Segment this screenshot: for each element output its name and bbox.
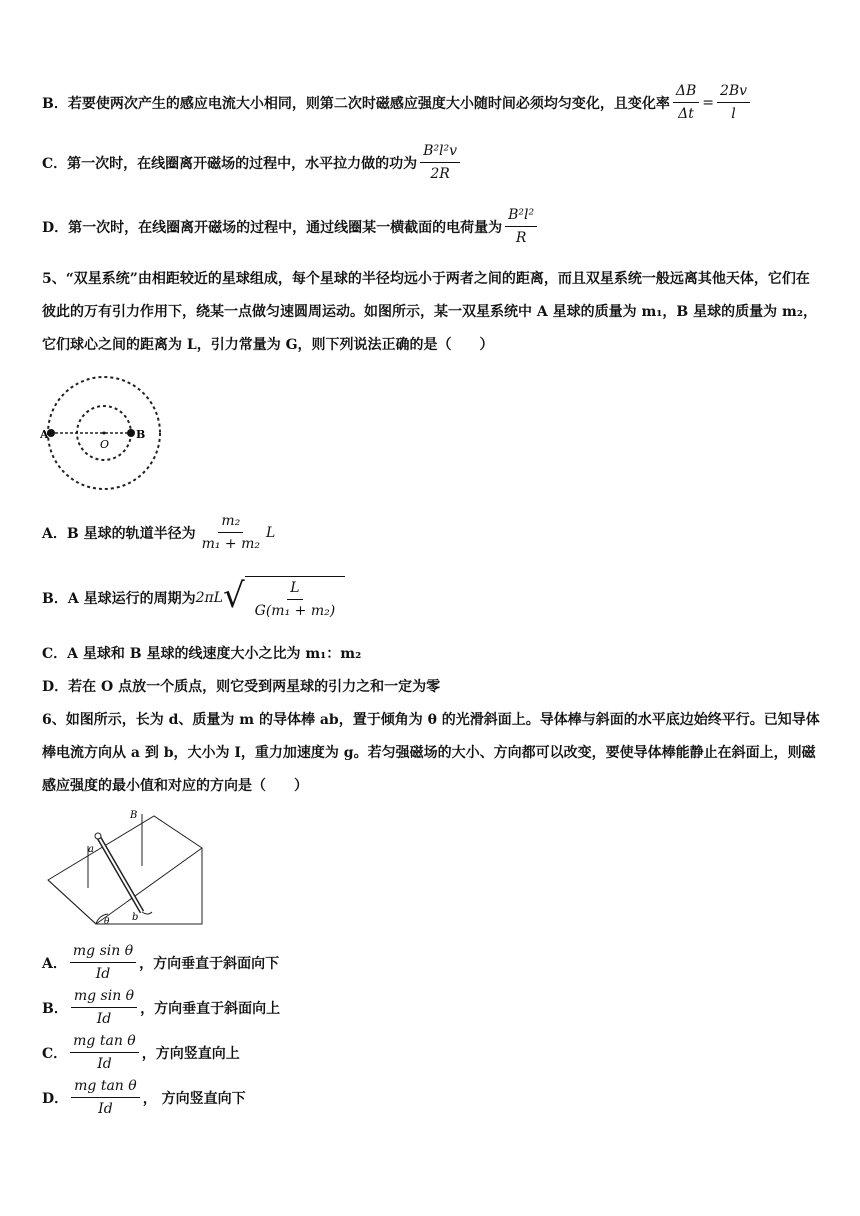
q5-stem: 5、“双星系统”由相距较近的星球组成，每个星球的半径均远小于两者之间的距离，而且双星系统一般远离其他天体，它们在彼此的万有引力作用下，绕某一点做匀速圆周运动。如图所示，某一双星系统中 A 星球的质量为 m₁，B 星球的质量为 m₂，它们球心之间的距离为 L，引力常量为 G，则下列说法正确的是（ ） (42, 271, 817, 353)
q6-option-a (42, 942, 279, 983)
q5-option-a-fraction: $\frac{\text{m₂}}{\text{m₁ + m₂}}$ (201, 513, 260, 552)
q5-option-b-text: B．A 星球运行的周期为 (42, 591, 196, 607)
q6-option-b-fraction: $\frac{\text{mg sin θ}}{Id}$ (71, 987, 137, 1028)
q6-option-d (42, 1077, 246, 1118)
q5-point-o (103, 432, 106, 435)
q6-label-theta: θ (104, 917, 110, 927)
q6-label-b: b (132, 912, 139, 923)
q6-option-c-text: ，方向竖直向上 (141, 1045, 240, 1062)
q4-option-b-fraction-2: $\frac{2Bv}{l}$ (717, 82, 750, 123)
q4-option-b-text: B．若要使两次产生的感应电流大小相同，则第二次时磁感应强度大小随时间必须均匀变化，且变化率 (42, 95, 670, 112)
q6-option-d-fraction: $\frac{\text{mg tan θ}}{Id}$ (71, 1077, 140, 1118)
q5-option-d: D．若在 O 点放一个质点，则它受到两星球的引力之和一定为零 (42, 679, 441, 695)
q5-option-a (42, 512, 275, 553)
q5-option-c: C．A 星球和 B 星球的线速度大小之比为 m₁：m₂ (42, 646, 362, 662)
q6-option-b (42, 987, 280, 1028)
q5-binary-star-figure (40, 368, 172, 496)
q6-option-a-label: A． (42, 955, 67, 972)
q6-option-d-label: D． (42, 1090, 69, 1107)
q4-option-b-equals: = (702, 94, 714, 111)
q6-option-b-label: B． (42, 1000, 68, 1017)
q5-option-a-text: A．B 星球的轨道半径为 (42, 525, 196, 542)
q6-incline-figure (42, 808, 212, 934)
q4-option-c (42, 142, 463, 183)
q6-stem: 6、如图所示，长为 d、质量为 m 的导体棒 ab，置于倾角为 θ 的光滑斜面上。导体棒与斜面的水平底边始终平行。已知导体棒电流方向从 a 到 b，大小为 I，重力加速度为 g。若匀强磁场的大小、方向都可以改变，要使导体棒能静止在斜面上，则磁感应强度的最小值和对应的方向是（ ） (42, 712, 820, 794)
q6-incline-outline (48, 816, 202, 924)
q4-option-b-fraction-1: $\frac{\Delta B}{\Delta t}$ (673, 82, 699, 123)
q5-option-b (42, 576, 345, 620)
q6-option-c (42, 1032, 240, 1073)
q4-option-d-text: D．第一次时，在线圈离开磁场的过程中，通过线圈某一横截面的电荷量为 (42, 219, 503, 236)
q5-option-b-coefficient: 2πL (195, 590, 223, 606)
q5-star-b (127, 429, 135, 437)
q6-option-d-text: ， 方向竖直向下 (142, 1090, 246, 1107)
q6-label-field: B (130, 810, 138, 821)
q6-option-a-fraction: $\frac{\text{mg sin θ}}{Id}$ (70, 942, 136, 983)
q6-option-c-label: C． (42, 1045, 68, 1062)
q4-option-c-fraction: $\frac{\text{B²l²v}}{2R}$ (420, 142, 460, 183)
q5-label-a: A (40, 428, 49, 441)
q4-option-c-text: C．第一次时，在线圈离开磁场的过程中，水平拉力做的功为 (42, 155, 418, 172)
q5-label-b: B (136, 428, 146, 441)
q5-option-b-fraction: $\frac{L}{\text{G(m₁ + m₂)}}$ (254, 580, 336, 619)
q6-label-a: a (88, 844, 94, 855)
q6-option-c-fraction: $\frac{\text{mg tan θ}}{Id}$ (70, 1032, 139, 1073)
q5-option-b-sqrt: √ $\frac{L}{\text{G(m₁ + m₂)}}$ (223, 576, 345, 620)
q4-option-d (42, 206, 540, 247)
q5-option-a-suffix: L (265, 524, 276, 541)
q6-option-b-text: ，方向垂直于斜面向上 (140, 1000, 281, 1017)
q6-option-a-text: ，方向垂直于斜面向下 (139, 955, 280, 972)
q4-option-b (42, 82, 753, 123)
q5-label-o: O (100, 438, 110, 451)
q4-option-d-fraction: $\frac{\text{B²l²}}{R}$ (505, 206, 537, 247)
